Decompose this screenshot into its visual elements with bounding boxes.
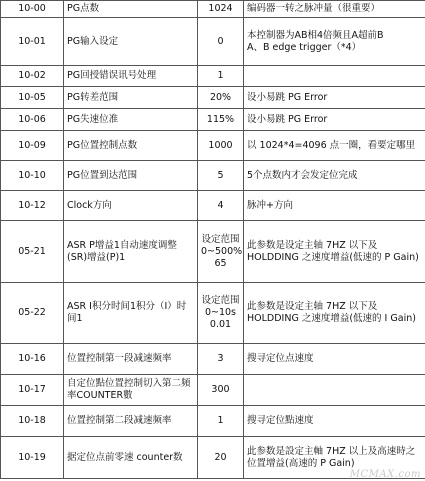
- param-description: 搜寻定位點速度: [244, 406, 425, 437]
- param-value: 1: [198, 66, 244, 87]
- param-name: 位置控制第二段减速频率: [64, 406, 198, 437]
- table-row: [1, 161, 425, 191]
- param-value: 3: [198, 344, 244, 375]
- param-description: 此参数是设定主轴 7HZ 以下及 HOLDDING 之速度增益(低速的 P Gain): [244, 221, 425, 283]
- table-row: [1, 437, 425, 479]
- param-description: 搜寻定位点速度: [244, 344, 425, 375]
- param-description: 此参数是設定主軸 7HZ 以上及高速時之位置增益(高速的 P Gain): [244, 437, 425, 479]
- param-name: PG位置到达范围: [64, 161, 198, 191]
- param-value: 20: [198, 437, 244, 479]
- param-code: 05-22: [1, 283, 64, 344]
- param-code: 10-09: [1, 131, 64, 161]
- param-description: 编码器一转之脉冲量（很重要）: [244, 1, 425, 18]
- param-name: Clock方向: [64, 191, 198, 221]
- table-row: [1, 375, 425, 406]
- table-row: [1, 283, 425, 344]
- param-name: 位置控制第一段减速频率: [64, 344, 198, 375]
- param-name: ASR P增益1自动速度调整(SR)增益(P)1: [64, 221, 198, 283]
- param-description: 5个点数内才会发定位完成: [244, 161, 425, 191]
- table-row: [1, 18, 425, 66]
- param-value: 20%: [198, 87, 244, 109]
- param-description: 以 1024*4=4096 点一圈，看要定哪里: [244, 131, 425, 161]
- param-name: PG回授错误讯号处理: [64, 66, 198, 87]
- table-row: [1, 131, 425, 161]
- table-row: [1, 87, 425, 109]
- param-name: ASR I积分时间1积分（I）时间1: [64, 283, 198, 344]
- param-code: 10-06: [1, 109, 64, 131]
- param-code: 05-21: [1, 221, 64, 283]
- param-description: 本控制器为AB相4倍频且A超前B A、B edge trigger（*4）: [244, 18, 425, 66]
- param-name: 据定位点前零速 counter数: [64, 437, 198, 479]
- param-code: 10-10: [1, 161, 64, 191]
- table-row: [1, 344, 425, 375]
- param-code: 10-05: [1, 87, 64, 109]
- param-name: PG点数: [64, 1, 198, 18]
- watermark: MCMAX.com: [349, 469, 421, 480]
- param-code: 10-17: [1, 375, 64, 406]
- param-name: 自定位點位置控制切入第二頻率COUNTER數: [64, 375, 198, 406]
- param-description: 脉冲+方向: [244, 191, 425, 221]
- table-row: [1, 66, 425, 87]
- param-code: 10-19: [1, 437, 64, 479]
- param-description: [244, 66, 425, 87]
- param-code: 10-00: [1, 1, 64, 18]
- param-value: 4: [198, 191, 244, 221]
- table-row: [1, 109, 425, 131]
- param-value: 1024: [198, 1, 244, 18]
- param-code: 10-01: [1, 18, 64, 66]
- param-value: 5: [198, 161, 244, 191]
- param-value: 115%: [198, 109, 244, 131]
- param-value: 0: [198, 18, 244, 66]
- param-code: 10-12: [1, 191, 64, 221]
- table-row: [1, 221, 425, 283]
- param-value: 1000: [198, 131, 244, 161]
- param-name: PG失速位准: [64, 109, 198, 131]
- param-description: 此参数是设定主轴 7HZ 以下及 HOLDDING 之速度增益(低速的 I Gain): [244, 283, 425, 344]
- param-name: PG转差范围: [64, 87, 198, 109]
- param-code: 10-16: [1, 344, 64, 375]
- param-value: 300: [198, 375, 244, 406]
- param-value: 设定范围 0~10s 0.01: [198, 283, 244, 344]
- table-row: [1, 1, 425, 18]
- param-value: 1: [198, 406, 244, 437]
- table-row: [1, 406, 425, 437]
- param-code: 10-02: [1, 66, 64, 87]
- param-description: [244, 375, 425, 406]
- param-description: 设小易跳 PG Error: [244, 109, 425, 131]
- param-name: PG位置控制点数: [64, 131, 198, 161]
- table-row: [1, 191, 425, 221]
- param-code: 10-18: [1, 406, 64, 437]
- param-description: 设小易跳 PG Error: [244, 87, 425, 109]
- param-name: PG输入设定: [64, 18, 198, 66]
- param-value: 设定范围 0~500% 65: [198, 221, 244, 283]
